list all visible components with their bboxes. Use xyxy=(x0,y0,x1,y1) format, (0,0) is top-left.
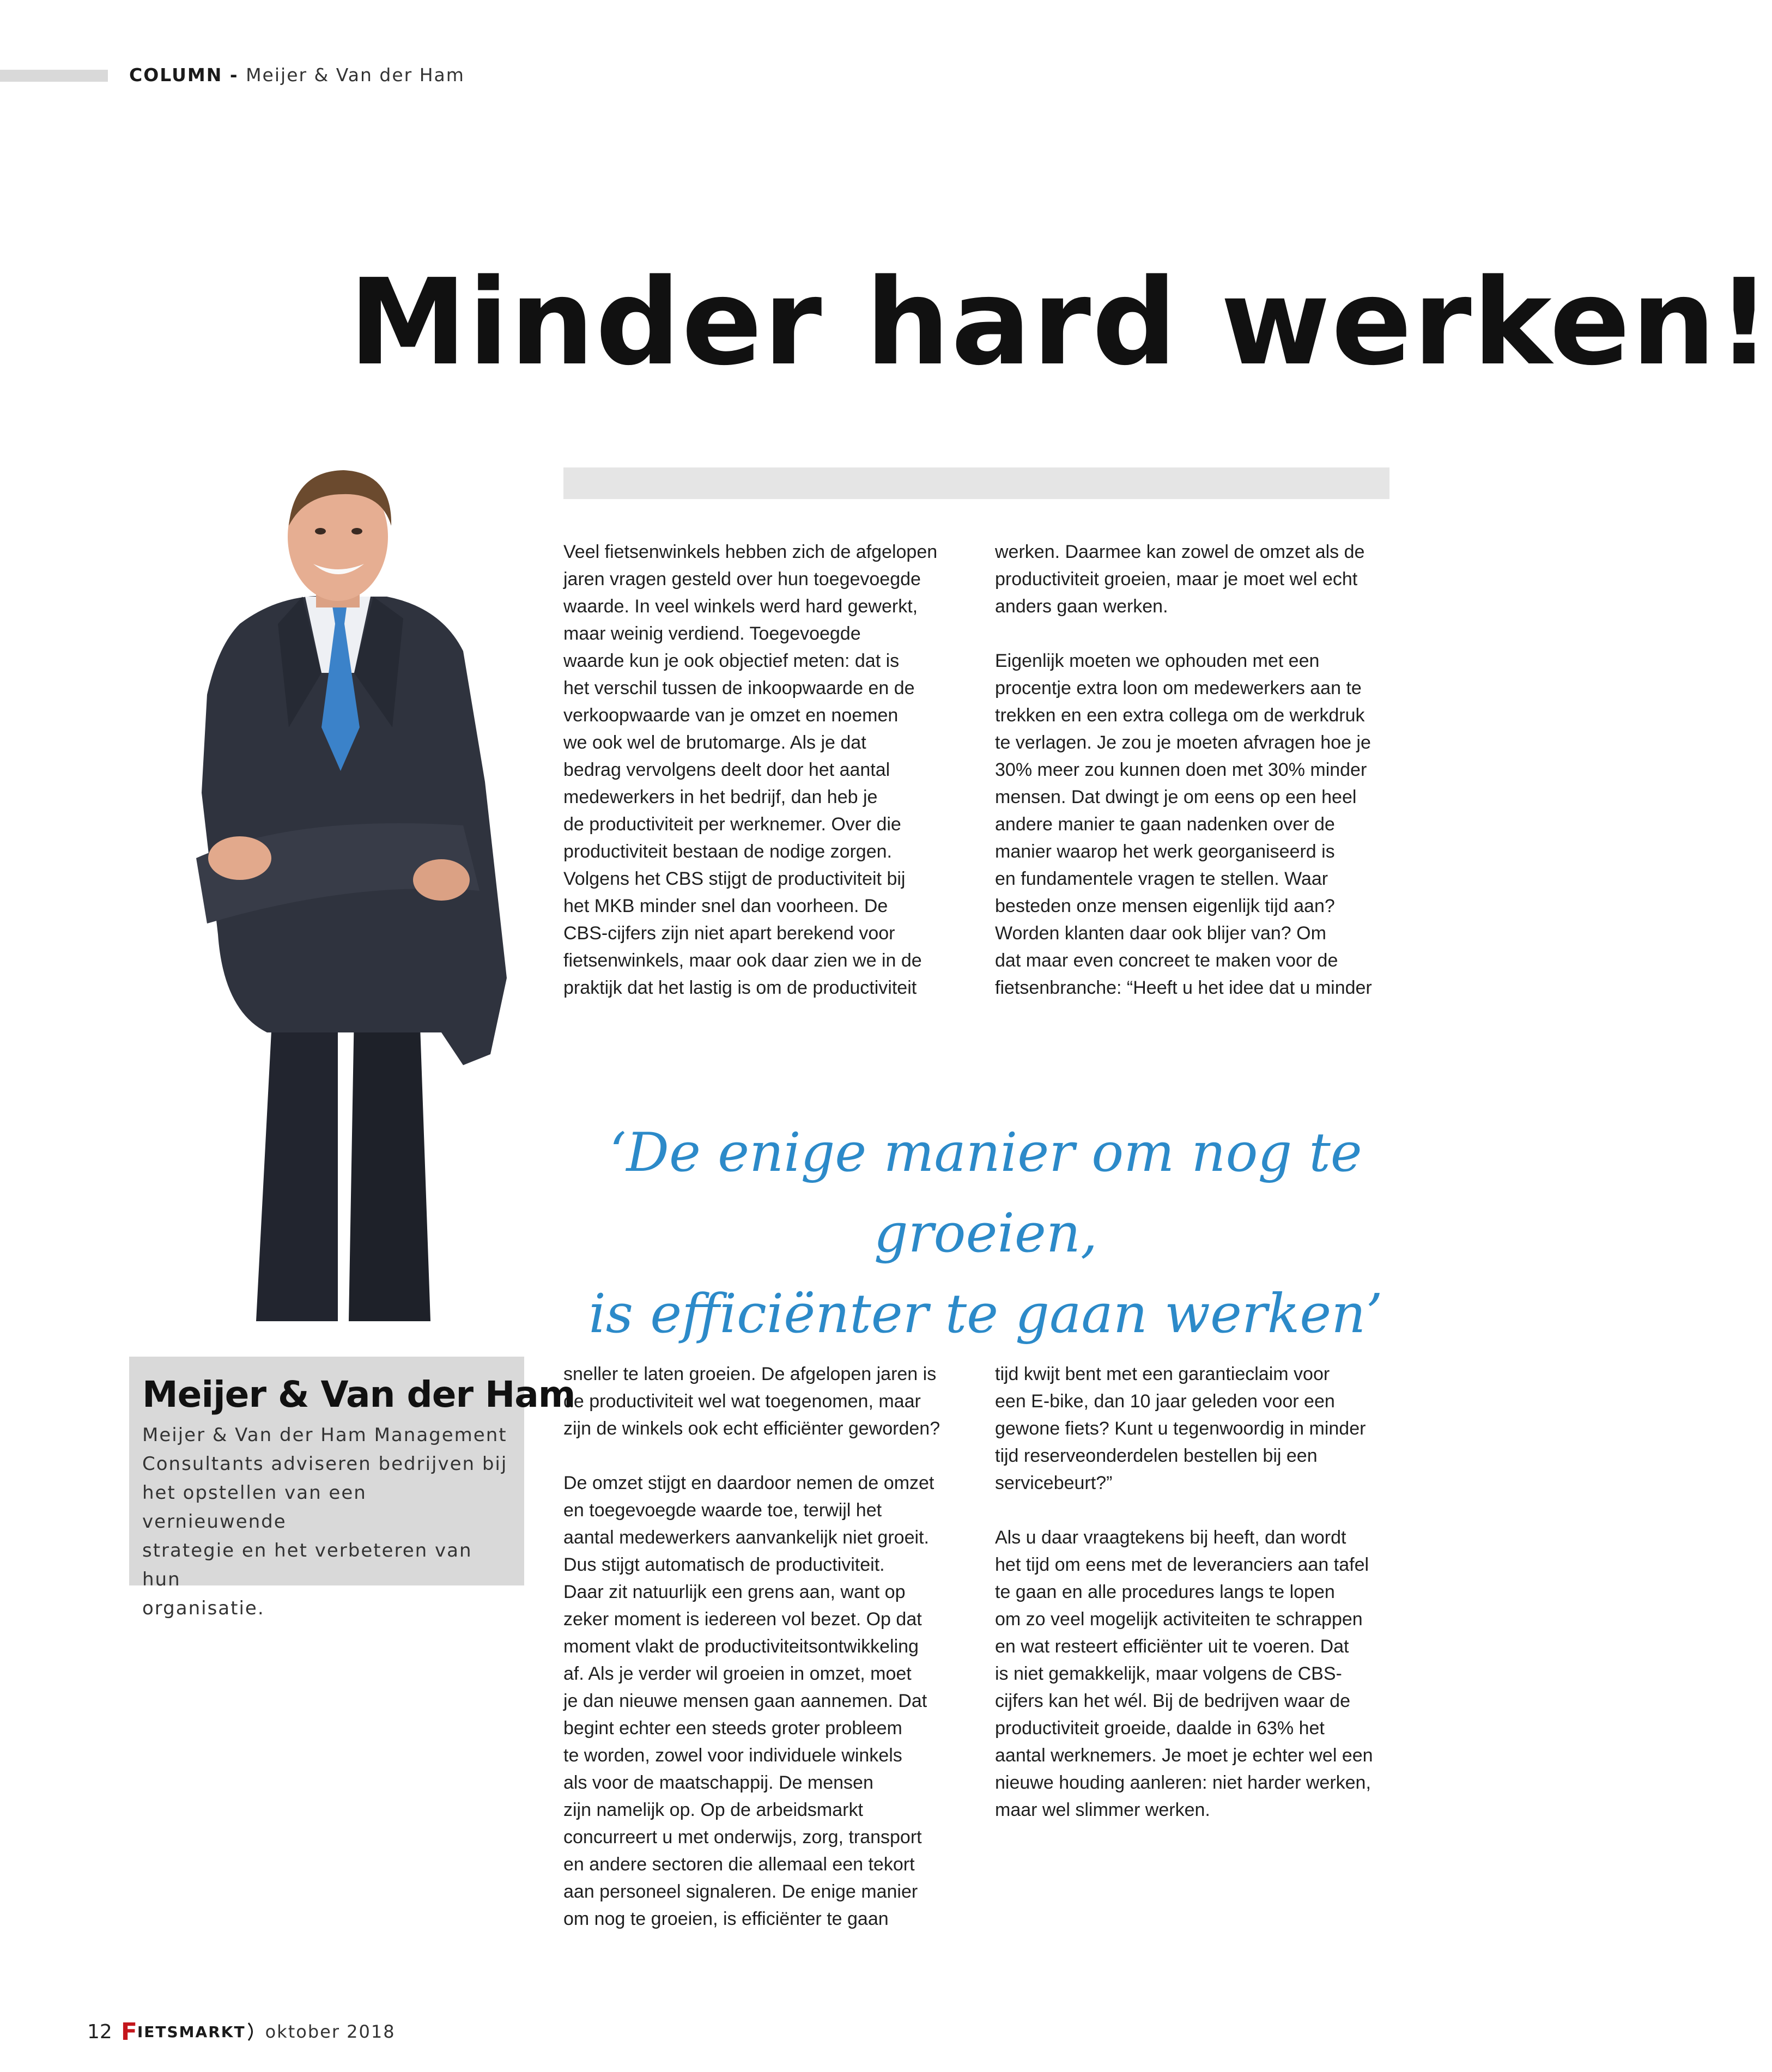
paragraph: sneller te laten groeien. De afgelopen jaren is de productiviteit wel wat toegenomen, maar zijn de winkels ook echt efficiënter geworden? xyxy=(563,1364,940,1439)
logo-swoosh-icon xyxy=(247,2021,257,2043)
body-column-4 xyxy=(995,1360,1393,1824)
paragraph: werken. Daarmee kan zowel de omzet als de productiviteit groeien, maar je moet wel echt anders gaan werken. xyxy=(995,542,1365,617)
paragraph: De omzet stijgt en daardoor nemen de omzet en toegevoegde waarde toe, terwijl het aantal medewerkers aanvankelijk niet groeit. Dus stijgt automatisch de productiviteit. Daar zit natuurlijk een grens aan, want op zeker moment is iedereen vol bezet. Op dat moment vlakt de productiviteitsontwikkeling af. Als je verder wil groeien in omzet, moet je dan nieuwe mensen gaan aannemen. Dat begint echter een steeds groter probleem te worden, zowel voor individuele winkels als voor de maatschappij. De mensen zijn namelijk op. Op de arbeidsmarkt concurreert u met onderwijs, zorg, transport en andere sectoren die allemaal een tekort aan personeel signaleren. De enige manier om nog te groeien, is efficiënter te gaan xyxy=(563,1473,934,1929)
author-name: Meijer & Van der Ham xyxy=(142,1374,575,1415)
paragraph: Eigenlijk moeten we ophouden met een procentje extra loon om medewerkers aan te trekken en een extra collega om de werkdruk te verlagen. Je zou je moeten afvragen hoe je 30% meer zou kunnen doen met 30% minder mensen. Dat dwingt je om eens op een heel andere manier te gaan nadenken over de manier waarop het werk georganiseerd is en fundamentele vragen te stellen. Waar besteden onze mensen eigenlijk tijd aan? Worden klanten daar ook blijer van? Om dat maar even concreet te maken voor de fietsenbranche: “Heeft u het idee dat u minder xyxy=(995,651,1372,998)
logo-initial: F xyxy=(120,2018,137,2046)
section-separator: - xyxy=(222,64,246,86)
article-title: Minder hard werken! xyxy=(349,254,1772,392)
author-portrait xyxy=(158,444,550,1321)
section-label: COLUMN xyxy=(129,64,223,86)
intro-divider-band xyxy=(563,467,1389,499)
body-column-3 xyxy=(563,1360,961,1933)
section-author: Meijer & Van der Ham xyxy=(246,64,465,86)
paragraph: tijd kwijt bent met een garantieclaim voor een E-bike, dan 10 jaar geleden voor een gewone fiets? Kunt u tegenwoordig in minder tijd reserveonderdelen bestellen bij een servicebeurt?” xyxy=(995,1364,1366,1493)
paragraph: Veel fietsenwinkels hebben zich de afgelopen jaren vragen gesteld over hun toegevoegde waarde. In veel winkels werd hard gewerkt, maar weinig verdiend. Toegevoegde waarde kun je ook objectief meten: dat is het verschil tussen de inkoopwaarde en de verkoopwaarde van je omzet en noemen we ook wel de brutomarge. Als je dat bedrag vervolgens deelt door het aantal medewerkers in het bedrijf, dan heb je de productiviteit per werknemer. Over die productiviteit bestaan de nodige zorgen. Volgens het CBS stijgt de productiviteit bij het MKB minder snel dan voorheen. De CBS-cijfers zijn niet apart berekend voor fietsenwinkels, maar ook daar zien we in de praktijk dat het lastig is om de productiviteit xyxy=(563,542,938,998)
body-column-1 xyxy=(563,538,961,1001)
issue-date: oktober 2018 xyxy=(265,2021,396,2042)
page-footer xyxy=(87,2019,396,2045)
section-header xyxy=(129,64,465,86)
author-info-box xyxy=(129,1357,575,1619)
logo-wordmark: IETSMARKT xyxy=(137,2022,246,2041)
body-column-2 xyxy=(995,538,1393,1001)
portrait-head xyxy=(288,470,391,607)
author-description: Meijer & Van der Ham Management Consultants adviseren bedrijven bij het opstellen van een vernieuwende strategie en het verbeteren van hun organisatie. xyxy=(142,1424,508,1619)
page-number: 12 xyxy=(87,2020,112,2043)
portrait-legs xyxy=(256,1011,430,1321)
header-accent-bar xyxy=(0,70,108,82)
pull-quote: ‘De enige manier om nog te groeien, is efficiënter te gaan werken’ xyxy=(588,1122,1383,1345)
paragraph: Als u daar vraagtekens bij heeft, dan wordt het tijd om eens met de leveranciers aan tafel te gaan en alle procedures langs te lopen om zo veel mogelijk activiteiten te schrappen en wat resteert efficiënter uit te voeren. Dat is niet gemakkelijk, maar volgens de CBS- cijfers kan het wél. Bij de bedrijven waar de productiviteit groeide, daalde in 63% het aantal werknemers. Je moet je echter wel een nieuwe houding aanleren: niet harder werken, maar wel slimmer werken. xyxy=(995,1527,1373,1820)
fietsmarkt-logo xyxy=(121,2018,257,2046)
